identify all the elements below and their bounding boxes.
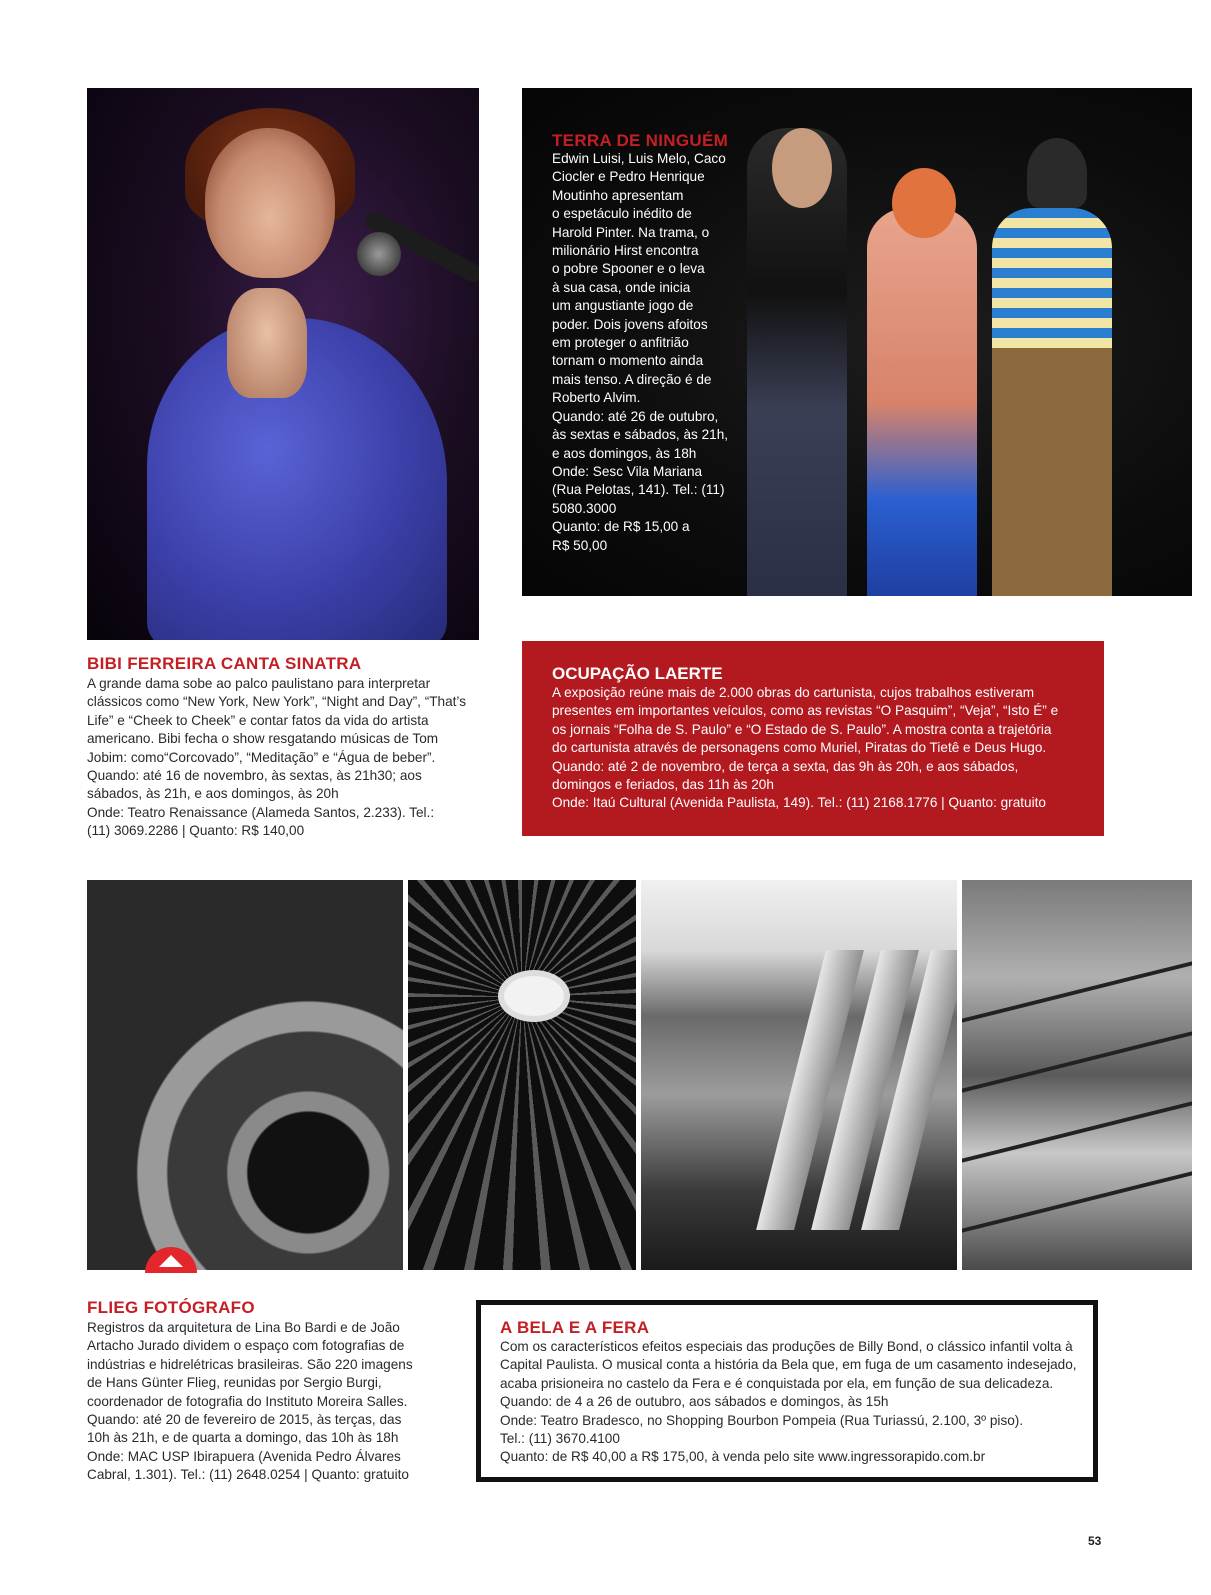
text-line: do cartunista através de personagens como Muriel, Piratas do Tietê e Deus Hugo. <box>552 740 1047 756</box>
text-line: A exposição reúne mais de 2.000 obras do cartunista, cujos trabalhos estiveram <box>552 685 1035 700</box>
terra-text <box>552 150 752 555</box>
text-line: tornam o momento ainda <box>552 353 704 369</box>
flieg-photo-building-interior <box>962 880 1192 1270</box>
bela-title: A BELA E A FERA <box>500 1318 650 1337</box>
text-line: Onde: Teatro Bradesco, no Shopping Bourbon Pompeia (Rua Turiassú, 2.100, 3º piso). <box>500 1412 1024 1428</box>
text-line: Tel.: (11) 3670.4100 <box>500 1431 620 1447</box>
text-line: Quando: até 16 de novembro, às sextas, às 21h30; aos <box>87 768 422 784</box>
text-line: (Rua Pelotas, 141). Tel.: (11) <box>552 482 725 498</box>
terra-title: TERRA DE NINGUÉM <box>552 131 729 150</box>
text-line: às sextas e sábados, às 21h, <box>552 427 729 443</box>
text-line: Capital Paulista. O musical conta a história da Bela que, em fuga de um casamento indesejado, <box>500 1357 1077 1373</box>
text-line: Moutinho apresentam <box>552 187 684 203</box>
text-line: o espetáculo inédito de <box>552 206 692 222</box>
text-line: à sua casa, onde inicia <box>552 279 691 295</box>
text-line: Onde: Sesc Vila Mariana <box>552 463 703 479</box>
text-line: domingos e feriados, das 11h às 20h <box>552 777 774 793</box>
text-line: Cabral, 1.301). Tel.: (11) 2648.0254 | Quanto: gratuito <box>87 1467 409 1483</box>
text-line: R$ 50,00 <box>552 537 608 553</box>
text-line: indústrias e hidrelétricas brasileiras. São 220 imagens <box>87 1356 413 1372</box>
text-line: Quanto: de R$ 15,00 a <box>552 519 690 535</box>
flieg-photo-hydroelectric-dam <box>641 880 957 1270</box>
text-line: o pobre Spooner e o leva <box>552 261 705 277</box>
bibi-ferreira-photo <box>87 88 479 640</box>
flieg-title: FLIEG FOTÓGRAFO <box>87 1298 255 1317</box>
text-line: Quando: até 20 de fevereiro de 2015, às terças, das <box>87 1412 402 1428</box>
text-line: coordenador de fotografia do Instituto Moreira Salles. <box>87 1393 408 1409</box>
text-line: Quando: até 26 de outubro, <box>552 408 719 424</box>
text-line: Onde: MAC USP Ibirapuera (Avenida Pedro Álvares <box>87 1448 401 1464</box>
text-line: 5080.3000 <box>552 500 617 516</box>
bela-text <box>500 1338 1085 1467</box>
flieg-text <box>87 1319 457 1485</box>
text-line: Artacho Jurado dividem o espaço com fotografias de <box>87 1338 405 1354</box>
text-line: poder. Dois jovens afoitos <box>552 316 708 332</box>
text-line: Registros da arquitetura de Lina Bo Bardi e de João <box>87 1320 400 1335</box>
text-line: milionário Hirst encontra <box>552 243 699 259</box>
text-line: Roberto Alvim. <box>552 390 641 406</box>
ocupacao-text <box>552 684 1092 813</box>
text-line: americano. Bibi fecha o show resgatando músicas de Tom <box>87 731 439 747</box>
text-line: Life” e “Cheek to Cheek” e contar fatos da vida do artista <box>87 712 429 728</box>
text-line: de Hans Günter Flieg, reunidas por Sergio Burgi, <box>87 1375 382 1391</box>
text-line: Com os característicos efeitos especiais das produções de Billy Bond, o clássico infantil volta à <box>500 1339 1073 1354</box>
text-line: Jobim: como“Corcovado”, “Meditação” e “Água de beber”. <box>87 749 436 765</box>
text-line: Quanto: de R$ 40,00 a R$ 175,00, à venda pelo site www.ingressorapido.com.br <box>500 1449 986 1465</box>
text-line: mais tenso. A direção é de <box>552 371 712 387</box>
ocupacao-title: OCUPAÇÃO LAERTE <box>552 664 723 683</box>
text-line: A grande dama sobe ao palco paulistano para interpretar <box>87 676 431 691</box>
page-number: 53 <box>1088 1534 1102 1548</box>
text-line: Quando: até 2 de novembro, de terça a sexta, das 9h às 20h, e aos sábados, <box>552 758 1019 774</box>
text-line: em proteger o anfitrião <box>552 335 689 351</box>
text-line: Harold Pinter. Na trama, o <box>552 224 710 240</box>
text-line: (11) 3069.2286 | Quanto: R$ 140,00 <box>87 823 305 839</box>
bibi-title: BIBI FERREIRA CANTA SINATRA <box>87 654 362 673</box>
text-line: presentes em importantes veículos, como as revistas “O Pasquim”, “Veja”, “Isto É” e <box>552 703 1059 719</box>
text-line: um angustiante jogo de <box>552 298 694 314</box>
text-line: Onde: Itaú Cultural (Avenida Paulista, 149). Tel.: (11) 2168.1776 | Quanto: gratuito <box>552 795 1046 811</box>
text-line: 10h às 21h, e de quarta a domingo, das 10h às 18h <box>87 1430 399 1446</box>
bibi-text <box>87 675 487 841</box>
text-line: Quando: de 4 a 26 de outubro, aos sábados e domingos, às 15h <box>500 1394 889 1410</box>
text-line: Edwin Luisi, Luis Melo, Caco <box>552 151 726 166</box>
text-line: os jornais “Folha de S. Paulo” e “O Estado de S. Paulo”. A mostra conta a trajetória <box>552 721 1052 737</box>
text-line: clássicos como “New York, New York”, “Night and Day”, “That’s <box>87 694 467 710</box>
text-line: e aos domingos, às 18h <box>552 445 697 461</box>
text-line: acaba prisioneira no castelo da Fera e é conquistada por ela, em função de sua delicadeza. <box>500 1375 1054 1391</box>
text-line: Ciocler e Pedro Henrique <box>552 169 705 185</box>
text-line: sábados, às 21h, e aos domingos, às 20h <box>87 786 339 802</box>
flieg-photo-industrial-machine <box>87 880 403 1270</box>
flieg-photo-dome-scaffolding <box>408 880 636 1270</box>
text-line: Onde: Teatro Renaissance (Alameda Santos, 2.233). Tel.: <box>87 804 435 820</box>
